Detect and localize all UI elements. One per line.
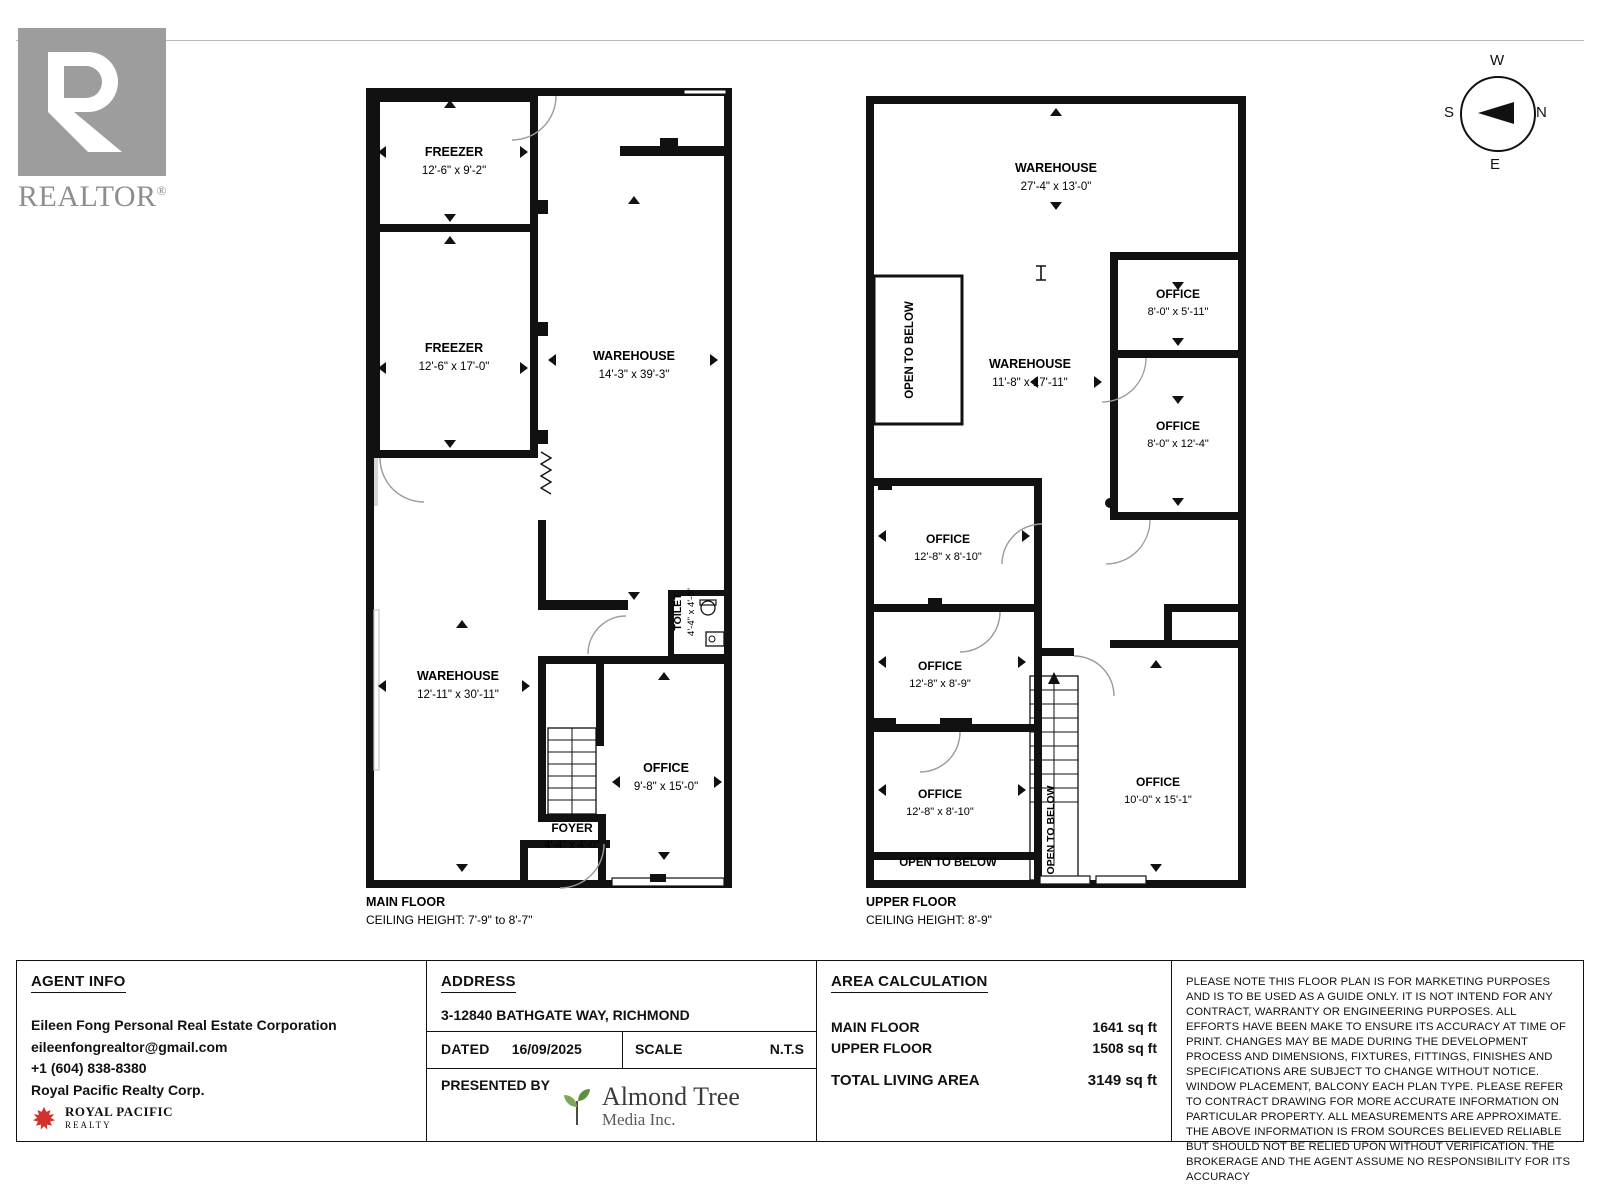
area-row-value: 1508 sq ft — [1092, 1040, 1157, 1056]
label-upper-office-2-name: OFFICE — [1156, 419, 1200, 433]
agent-details — [31, 1015, 412, 1102]
area-row — [831, 1019, 1157, 1035]
disclaimer-cell — [1172, 961, 1583, 1184]
label-upper-office-3-name: OFFICE — [926, 532, 970, 546]
label-upper-office-1-name: OFFICE — [1156, 287, 1200, 301]
label-upper-office-1-dims: 8'-0" x 5'-11" — [1147, 306, 1209, 318]
label-main-office-dims: 9'-8" x 15'-0" — [633, 781, 699, 793]
label-main-warehouse-1-dims: 14'-3" x 39'-3" — [598, 369, 670, 381]
area-calculation-cell — [817, 961, 1172, 1141]
address-top — [427, 961, 816, 1031]
label-main-warehouse-1-name: WAREHOUSE — [593, 349, 675, 363]
area-row-value: 1641 sq ft — [1092, 1019, 1157, 1035]
label-main-freezer-2-name: FREEZER — [424, 341, 484, 355]
maple-leaf-icon — [31, 1105, 57, 1131]
agent-brokerage: Royal Pacific Realty Corp. — [31, 1082, 205, 1099]
address-header: ADDRESS — [441, 973, 516, 993]
caption-main-floor-ceiling: CEILING HEIGHT: 7'-9" to 8'-7" — [366, 913, 533, 927]
main-floor-plan — [366, 88, 732, 927]
label-upper-office-3-dims: 12'-8" x 8'-10" — [914, 551, 982, 563]
area-row-label: MAIN FLOOR — [831, 1019, 920, 1035]
compass-label-e: E — [1490, 156, 1501, 173]
area-row — [831, 1040, 1157, 1056]
royal-pacific-name: ROYAL PACIFIC — [65, 1104, 173, 1120]
label-upper-warehouse-1-dims: 27'-4" x 13'-0" — [1020, 181, 1092, 193]
address-cell — [427, 961, 817, 1141]
label-upper-office-6-dims: 10'-0" x 15'-1" — [1124, 794, 1192, 806]
label-upper-office-5-dims: 12'-8" x 8'-10" — [906, 806, 974, 818]
dated-field — [427, 1032, 623, 1068]
area-header: AREA CALCULATION — [831, 973, 988, 993]
address-meta-row — [427, 1031, 816, 1068]
caption-upper-floor-ceiling: CEILING HEIGHT: 8'-9" — [866, 913, 992, 927]
label-open-to-below-1: OPEN TO BELOW — [904, 301, 916, 399]
label-open-to-below-3: OPEN TO BELOW — [1045, 785, 1057, 875]
presented-by-row — [427, 1068, 816, 1143]
agent-info-cell — [17, 961, 427, 1141]
area-total-value: 3149 sq ft — [1087, 1072, 1157, 1089]
info-panel — [16, 960, 1584, 1184]
label-upper-office-2-dims: 8'-0" x 12'-4" — [1147, 438, 1209, 450]
label-upper-office-4-dims: 12'-8" x 8'-9" — [909, 678, 971, 690]
label-main-foyer-name: FOYER — [551, 821, 593, 835]
caption-upper-floor-title: UPPER FLOOR — [866, 895, 957, 909]
label-main-office-name: OFFICE — [643, 761, 689, 775]
label-main-warehouse-2-name: WAREHOUSE — [417, 669, 499, 683]
disclaimer-text: PLEASE NOTE THIS FLOOR PLAN IS FOR MARKETING PURPOSES AND IS TO BE USED AS A GUIDE ONLY. IT IS NOT INTEND FOR ANY CONTRACT, WARRANTY OR ENGINEERING PURPOSES. ALL EFFORTS HAVE BEEN MAKE TO ENSURE ITS ACCURACY AT TIME OF PRINT. CHANGES MAY BE MADE DURING THE DEVELOPMENT PROCESS AND DIMENSIONS, FIXTURES, FITTINGS, FINISHES AND SPECIFICATIONS ARE SUBJECT TO CHANGE WITHOUT NOTICE. WINDOW PLACEMENT, BALCONY EACH PLAN TYPE. PLEASE REFER TO CONTRACT DRAWING FOR MORE ACCURATE INFORMATION ON PARTICULAR PROPERTY. ALL MEASUREMENTS ARE APPROXIMATE. THE ABOVE INFORMATION IS FROM SOURCES BELIEVED RELIABLE BUT SHOULD NOT BE RELIED UPON WITHOUT VERIFICATION. THE BROKERAGE AND THE AGENT ASSUME NO RESPONSIBILITY FOR ITS ACCURACY — [1186, 976, 1571, 1184]
label-main-freezer-1-dims: 12'-6" x 9'-2" — [421, 165, 487, 177]
dated-label: DATED — [441, 1041, 490, 1057]
area-rows — [831, 1019, 1157, 1089]
royal-pacific-logo — [31, 1105, 173, 1131]
area-total-row — [831, 1072, 1157, 1089]
label-upper-office-4-name: OFFICE — [918, 659, 962, 673]
label-main-foyer-dims: 4'-4" x 4'-0" — [544, 839, 600, 851]
area-total-label: TOTAL LIVING AREA — [831, 1072, 980, 1089]
label-upper-warehouse-2-name: WAREHOUSE — [989, 357, 1071, 371]
almond-tree-sub: Media Inc. — [601, 1109, 676, 1129]
address-value: 3-12840 BATHGATE WAY, RICHMOND — [441, 1007, 690, 1023]
caption-main-floor-title: MAIN FLOOR — [366, 895, 446, 909]
compass-label-s: S — [1444, 104, 1455, 121]
agent-phone[interactable]: +1 (604) 838-8380 — [31, 1060, 147, 1077]
almond-tree-text — [602, 1083, 740, 1128]
agent-info-header: AGENT INFO — [31, 973, 126, 993]
agent-email[interactable]: eileenfongrealtor@gmail.com — [31, 1038, 228, 1055]
royal-pacific-text — [65, 1105, 173, 1130]
dated-value: 16/09/2025 — [511, 1041, 582, 1057]
label-main-warehouse-2-dims: 12'-11" x 30'-11" — [417, 689, 499, 701]
realtor-word-text: REALTOR — [18, 180, 157, 213]
label-upper-office-5-name: OFFICE — [918, 787, 962, 801]
royal-pacific-sub: REALTY — [65, 1120, 112, 1131]
sprout-icon — [560, 1085, 594, 1127]
upper-floor-plan — [866, 96, 1246, 927]
scale-label: SCALE — [635, 1041, 683, 1057]
label-main-freezer-1-name: FREEZER — [424, 145, 484, 159]
label-open-to-below-2: OPEN TO BELOW — [899, 857, 997, 869]
almond-tree-name: Almond Tree — [601, 1082, 740, 1112]
label-upper-warehouse-2-dims: 11'-8" x 17'-11" — [992, 377, 1068, 389]
label-main-toilet-dims: 4'-4" x 4'-6" — [686, 588, 697, 636]
label-upper-office-6-name: OFFICE — [1136, 775, 1180, 789]
compass-label-n: N — [1536, 104, 1547, 121]
compass-label-w: W — [1490, 52, 1505, 69]
label-main-freezer-2-dims: 12'-6" x 17'-0" — [418, 361, 490, 373]
realtor-registered-mark: ® — [156, 183, 167, 198]
almond-tree-logo — [560, 1083, 740, 1128]
label-main-toilet-name: TOILET — [672, 593, 684, 631]
scale-value: N.T.S — [769, 1041, 804, 1057]
scale-field — [623, 1032, 816, 1068]
label-upper-warehouse-1-name: WAREHOUSE — [1015, 161, 1097, 175]
presented-by-label: PRESENTED BY — [441, 1077, 550, 1093]
area-row-label: UPPER FLOOR — [831, 1040, 933, 1056]
agent-name: Eileen Fong Personal Real Estate Corporation — [31, 1017, 337, 1033]
